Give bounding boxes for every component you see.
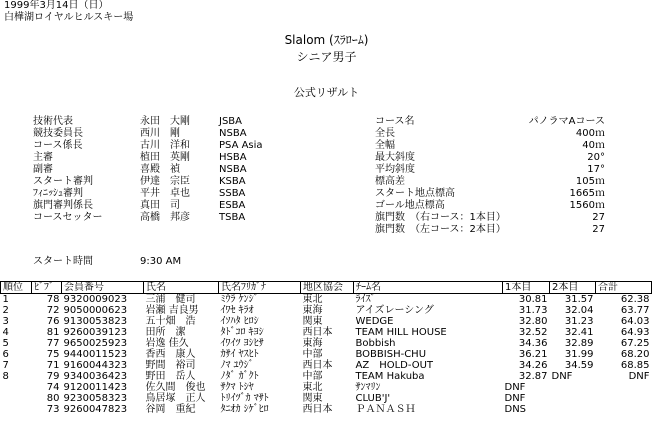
cell-run1: 32.52 (518, 327, 548, 338)
cell-member-number: 9340036423 (63, 371, 128, 382)
official-role: 競技委員長 (33, 128, 83, 139)
cell-name: 香西 康人 (145, 349, 196, 360)
cell-member-number: 9260047823 (63, 404, 128, 415)
column-header-run2: 2本目 (550, 282, 596, 294)
cell-name: 田所 潔 (145, 327, 186, 338)
official-role: スタート審判 (33, 176, 93, 187)
cell-region: 東北 (302, 294, 323, 305)
official-association: ESBA (219, 200, 246, 211)
venue-name: 白樺湖ロイヤルヒルスキー場 (4, 12, 134, 23)
cell-team: CLUB'J' (355, 393, 391, 404)
official-name: 真田 司 (140, 200, 180, 211)
column-header-total: 合計 (596, 282, 652, 294)
course-spec-label: ゴール地点標高 (375, 200, 445, 211)
cell-total: 64.03 (620, 316, 650, 327)
info-row (0, 176, 653, 188)
cell-region: 関東 (302, 316, 323, 327)
official-name: 喜殿 禎 (140, 164, 180, 175)
cell-region: 中部 (302, 349, 323, 360)
cell-rank: 8 (2, 371, 9, 382)
cell-name-kana: ｲﾜｲﾂ ﾖｼﾋｻ (220, 338, 264, 349)
official-role: コース係長 (33, 140, 83, 151)
cell-run2 (550, 382, 596, 393)
column-header-bib: ﾋﾞﾌﾞ (32, 282, 62, 294)
official-role: 主審 (33, 152, 53, 163)
table-row (1, 305, 652, 316)
cell-name: 岩瀬 吉良男 (145, 305, 199, 316)
cell-rank: 3 (2, 316, 9, 327)
official-name: 西川 剛 (140, 128, 180, 139)
cell-name-kana: ﾄﾘｲﾂﾞｶ ﾏｻﾄ (220, 393, 269, 404)
cell-total: 63.77 (620, 305, 650, 316)
cell-team: TEAM Hakuba (355, 371, 425, 382)
table-header-row (1, 282, 652, 294)
table-row (1, 349, 652, 360)
table-row (1, 316, 652, 327)
cell-region: 東海 (302, 305, 323, 316)
cell-bib: 78 (46, 294, 60, 305)
cell-bib: 76 (46, 316, 60, 327)
cell-team: ﾗｲｽﾞ (355, 294, 376, 305)
course-spec-value: 27 (592, 212, 605, 223)
cell-run1: 31.73 (518, 305, 548, 316)
cell-region: 西日本 (302, 360, 333, 371)
cell-name-kana: ﾀﾄﾞｺﾛ ｷﾖｼ (220, 327, 264, 338)
info-row (0, 188, 653, 200)
course-spec-label: 旗門数 （右コース：1本目） (375, 212, 506, 223)
cell-run2: 31.99 (564, 349, 594, 360)
cell-run1: DNF (504, 382, 526, 393)
cell-name: 谷岡 重紀 (145, 404, 196, 415)
cell-bib: 73 (46, 404, 60, 415)
cell-run2: 32.41 (564, 327, 594, 338)
cell-rank: 5 (2, 338, 9, 349)
cell-name-kana: ｲｿﾊﾀ ﾋﾛｼ (220, 316, 259, 327)
table-row (1, 360, 652, 371)
course-spec-value: 1665ｍ (569, 188, 605, 199)
official-role: 旗門審判係長 (33, 200, 93, 211)
course-spec-value: 400ｍ (575, 128, 605, 139)
table-row (1, 338, 652, 349)
official-association: NSBA (219, 164, 247, 175)
official-name: 平井 卓也 (140, 188, 190, 199)
cell-member-number: 9160044323 (63, 360, 128, 371)
official-association: HSBA (219, 152, 247, 163)
cell-member-number: 9130053823 (63, 316, 128, 327)
cell-member-number: 9440011523 (63, 349, 128, 360)
info-row (0, 200, 653, 212)
cell-run2: DNF (551, 371, 573, 382)
cell-region: 関東 (302, 393, 323, 404)
cell-bib: 77 (46, 338, 60, 349)
cell-run1: DNS (504, 404, 527, 415)
info-row (0, 224, 653, 236)
official-role: ﾌｨﾆｯｼｭ審判 (33, 188, 83, 199)
official-name: 永田 大剛 (140, 116, 190, 127)
cell-name-kana: ﾉﾀﾞ ｶﾞｸﾄ (220, 371, 259, 382)
cell-run2: 34.59 (564, 360, 594, 371)
info-row (0, 140, 653, 152)
cell-name-kana: ｶｻｲ ﾔｽﾋﾄ (220, 349, 259, 360)
official-association: TSBA (219, 212, 246, 223)
official-association: KSBA (219, 176, 246, 187)
course-spec-label: 最大斜度 (375, 152, 415, 163)
cell-run1: 34.26 (518, 360, 548, 371)
cell-rank: 6 (2, 349, 9, 360)
cell-region: 東北 (302, 382, 323, 393)
cell-bib: 74 (46, 382, 60, 393)
cell-run2: 32.04 (564, 305, 594, 316)
cell-rank: 4 (2, 327, 9, 338)
cell-total: 67.25 (620, 338, 650, 349)
cell-bib: 75 (46, 349, 60, 360)
course-spec-value: 40ｍ (582, 140, 605, 151)
column-header-name: 氏名 (144, 282, 219, 294)
course-spec-value: 105ｍ (575, 176, 605, 187)
cell-run1: 32.80 (518, 316, 548, 327)
official-association: NSBA (219, 128, 247, 139)
cell-region: 西日本 (302, 327, 333, 338)
table-row (1, 393, 652, 404)
course-spec-label: コース名 (375, 116, 415, 127)
course-spec-value: 20° (587, 152, 605, 163)
official-association: PSA Asia (219, 140, 263, 151)
info-row (0, 152, 653, 164)
cell-name: 三浦 健司 (145, 294, 196, 305)
cell-team: アイズレーシング (355, 305, 434, 316)
cell-team: ＰＡＮＡＳＨ (355, 404, 416, 415)
cell-rank: 7 (2, 360, 9, 371)
cell-run1: 32.87 (518, 371, 548, 382)
official-name: 伊達 宗臣 (140, 176, 190, 187)
cell-name: 五十畑 浩 (145, 316, 196, 327)
cell-region: 東海 (302, 338, 323, 349)
info-row (0, 128, 653, 140)
cell-total: 68.85 (620, 360, 650, 371)
column-header-rank: 順位 (1, 282, 32, 294)
cell-member-number: 9320009023 (63, 294, 128, 305)
cell-total (596, 382, 652, 393)
document-title: 公式リザルト (293, 86, 360, 99)
cell-rank: 2 (2, 305, 9, 316)
cell-region: 中部 (302, 371, 323, 382)
cell-team: Bobbish (355, 338, 396, 349)
column-header-region: 地区協会 (301, 282, 354, 294)
cell-name-kana: ﾉﾏ ﾕｳｼﾞ (220, 360, 254, 371)
cell-member-number: 9230058323 (63, 393, 128, 404)
course-spec-label: 標高差 (375, 176, 405, 187)
cell-bib: 71 (46, 360, 60, 371)
cell-bib: 79 (46, 371, 60, 382)
info-row (0, 212, 653, 224)
cell-run1: 30.81 (518, 294, 548, 305)
cell-team: BOBBISH-CHU (355, 349, 427, 360)
course-spec-label: 旗門数 （左コース：2本目） (375, 224, 506, 235)
official-role: 技術代表 (33, 116, 73, 127)
start-time-value: 9:30 AM (140, 256, 182, 267)
course-spec-value: 27 (592, 224, 605, 235)
cell-member-number: 9120011423 (63, 382, 128, 393)
cell-name-kana: ｲﾜｾ ｷﾗｵ (220, 305, 254, 316)
course-spec-value: 1560ｍ (569, 200, 605, 211)
table-row (1, 404, 652, 415)
cell-member-number: 9050000623 (63, 305, 128, 316)
course-spec-value: パノラマAコース (528, 116, 605, 127)
cell-run2: 31.57 (564, 294, 594, 305)
course-spec-value: 17° (587, 164, 605, 175)
column-header-member-number: 会員番号 (62, 282, 144, 294)
cell-name: 佐久間 俊也 (145, 382, 206, 393)
cell-member-number: 9650025923 (63, 338, 128, 349)
cell-name: 鳥居塚 正人 (145, 393, 206, 404)
cell-total: 64.93 (620, 327, 650, 338)
course-spec-label: 全幅 (375, 140, 395, 151)
cell-name: 岩逸 佳久 (145, 338, 189, 349)
results-table (0, 281, 652, 415)
cell-team: WEDGE (355, 316, 394, 327)
cell-name: 野田 岳人 (145, 371, 196, 382)
cell-total (596, 393, 652, 404)
cell-run1: 34.36 (518, 338, 548, 349)
course-spec-label: スタート地点標高 (375, 188, 455, 199)
cell-total: DNF (628, 371, 650, 382)
info-row (0, 116, 653, 128)
table-row (1, 382, 652, 393)
cell-run2 (550, 393, 596, 404)
cell-total (596, 404, 652, 415)
cell-run1: DNF (504, 393, 526, 404)
official-role: 副審 (33, 164, 53, 175)
cell-run1: 36.21 (518, 349, 548, 360)
start-time-label: スタート時間 (33, 256, 93, 267)
table-row (1, 294, 652, 306)
cell-member-number: 9260039123 (63, 327, 128, 338)
course-spec-label: 全長 (375, 128, 395, 139)
table-row (1, 371, 652, 382)
cell-run2 (550, 404, 596, 415)
cell-run2: 31.23 (564, 316, 594, 327)
cell-name-kana: ﾐｳﾗ ｹﾝｼﾞ (220, 294, 259, 305)
course-spec-label: 平均斜度 (375, 164, 415, 175)
column-header-team: ﾁｰﾑ名 (354, 282, 503, 294)
cell-total: 68.20 (620, 349, 650, 360)
column-header-name-kana: 氏名ﾌﾘｶﾞﾅ (219, 282, 301, 294)
official-name: 古川 洋和 (140, 140, 190, 151)
cell-team: TEAM HILL HOUSE (355, 327, 447, 338)
official-name: 高橋 邦彦 (140, 212, 190, 223)
cell-rank: 1 (2, 294, 9, 305)
cell-rank (1, 404, 32, 415)
column-header-run1: 1本目 (503, 282, 550, 294)
cell-name-kana: ﾀﾆｵｶ ｼｹﾞﾋﾛ (220, 404, 269, 415)
event-date: 1999年3月14日（日） (4, 0, 109, 11)
official-association: JSBA (219, 116, 242, 127)
info-row (0, 164, 653, 176)
cell-rank (1, 393, 32, 404)
cell-rank (1, 382, 32, 393)
cell-bib: 80 (46, 393, 60, 404)
cell-name: 野間 裕司 (145, 360, 196, 371)
event-title: Slalom (ｽﾗﾛｰﾑ) (284, 33, 369, 47)
cell-name-kana: ｻｸﾏ ﾄｼﾔ (220, 382, 254, 393)
official-name: 植田 英剛 (140, 152, 190, 163)
cell-total: 62.38 (620, 294, 650, 305)
official-role: コースセッター (33, 212, 103, 223)
cell-bib: 72 (46, 305, 60, 316)
cell-bib: 81 (46, 327, 60, 338)
cell-team: AZ HOLD-OUT (355, 360, 434, 371)
cell-region: 西日本 (302, 404, 333, 415)
table-row (1, 327, 652, 338)
official-association: SSBA (219, 188, 246, 199)
cell-team: ｻﾝﾏﾘﾝ (355, 382, 381, 393)
category-title: シニア男子 (296, 50, 357, 64)
cell-run2: 32.89 (564, 338, 594, 349)
